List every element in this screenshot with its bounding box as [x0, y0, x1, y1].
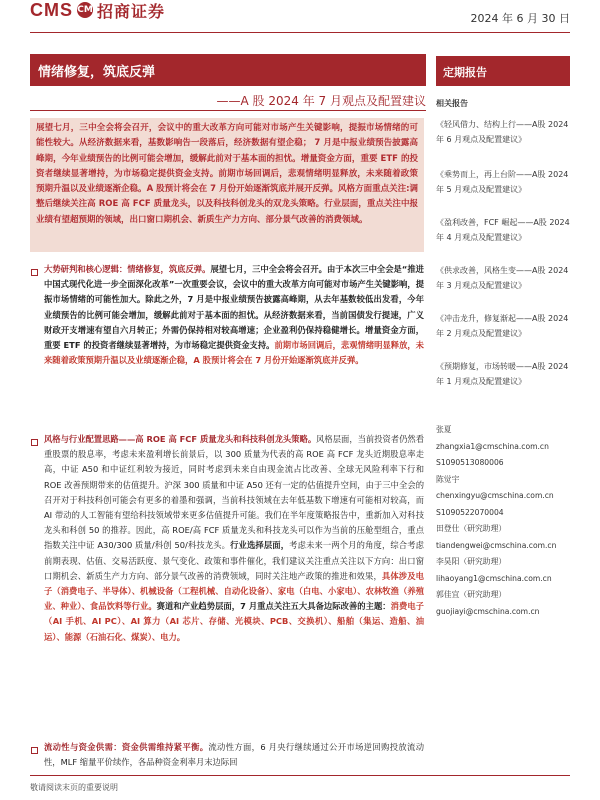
brand-logo: [30, 0, 210, 20]
subtitle-divider: [30, 110, 426, 111]
footer-disclaimer: 敬请阅读末页的重要说明: [30, 783, 118, 792]
analyst-email[interactable]: zhangxia1@cmschina.com.cn: [436, 441, 549, 451]
analyst-name: 陈觉宇: [436, 474, 460, 484]
paragraph-text: 考虑未来一两个月的角度，综合考虑前期表现、估值、交易活跃度、景气变化、政策和事件催化，我们建议关注重点关注以下方向：出口窗口期机会、新质生产力方向、部分景气改善的消费领域，同时关注地产政策的推进和效果，: [44, 540, 424, 581]
logo-cms-text: CMS: [30, 0, 73, 20]
related-report-link[interactable]: 《乘势而上，再上台阶——A股 2024 年 5 月观点及配置建议》: [436, 170, 569, 194]
header-divider: [30, 32, 570, 33]
related-report-link[interactable]: 《盈利改善，FCF 崛起——A股 2024 年 4 月观点及配置建议》: [436, 218, 570, 242]
logo-seal-icon: CM: [77, 2, 93, 18]
related-report-link[interactable]: 《预期修复，市场转暖——A股 2024 年 1 月观点及配置建议》: [436, 362, 569, 386]
paragraph-liquidity: [44, 740, 424, 770]
paragraph-highlight: 消费电子（AI 手机、AI PC）、AI 算力（AI 芯片、存储、光模块、PCB、交换机）、船舶（集运、造船、油运）、能源（石油石化、煤炭）、电力。: [44, 601, 424, 642]
paragraph-text: 展望七月，三中全会将会召开。由于本次三中全会是“推进中国式现代化进一步全面深化改革”一次重要会议，会议中的重大改革方向可能对市场产生关键影响，提振市场情绪的可能性加大。除此之外，7 月是中报业绩预告披露高峰期，从去年基数较低出发看，今年业绩预告的比例可能会增加，缓解此前对于基本面的担忧。从经济数据来看，当前国债发行提速，广义财政开支增速有望自六月转正；外需仍保持相对较高增速；企业盈利仍保持稳健增长。增量资金方面，重要 ETF 的投资者继续显著增持，为市场稳定提供资金支持。: [44, 264, 424, 351]
analyst-name: 郭佳宜（研究助理）: [436, 590, 507, 599]
paragraph-bold: 行业选择层面，: [230, 540, 290, 551]
report-type-bar: [436, 56, 570, 86]
analyst-email[interactable]: guojiayi@cmschina.com.cn: [436, 606, 540, 616]
paragraph-highlight: 具体涉及电子（消费电子、半导体）、机械设备（工程机械、自动化设备）、家电（白电、小家电）、农林牧渔（养殖业、种业）、食品饮料等行业。: [44, 570, 424, 612]
bullet-icon: [30, 438, 38, 446]
analyst-email[interactable]: lihaoyang1@cmschina.com.cn: [436, 573, 552, 583]
analyst-name: 田登仕（研究助理）: [436, 524, 507, 533]
logo-company-name: 招商证券: [97, 1, 166, 21]
report-date: 2024 年 6 月 30 日: [470, 12, 570, 25]
title-bar: [30, 54, 426, 86]
bullet-icon: [30, 268, 38, 276]
report-title: 情绪修复，筑底反弹: [38, 65, 156, 80]
analyst-name: 李昊阳（研究助理）: [436, 557, 507, 566]
analyst-name: 张夏: [436, 425, 452, 434]
analyst-email[interactable]: tiandengwei@cmschina.com.cn: [436, 540, 557, 550]
analyst-email[interactable]: chenxingyu@cmschina.com.cn: [436, 491, 554, 500]
footer-divider: [30, 775, 570, 776]
paragraph-lead: 流动性与资金供需：资金供需维持紧平衡。: [44, 742, 209, 752]
report-type-label: 定期报告: [443, 66, 487, 79]
related-reports-title: 相关报告: [436, 99, 468, 108]
paragraph-lead: 大势研判和核心逻辑：情绪修复，筑底反弹。: [44, 264, 211, 274]
related-report-link[interactable]: 《供求改善，风格生变——A股 2024 年 3 月观点及配置建议》: [436, 266, 569, 290]
summary-box: 展望七月，三中全会将会召开，会议中的重大改革方向可能对市场产生关键影响，提振市场情绪的可能性较大。从经济数据来看，基数影响告一段落后，经济数据有望企稳； 7 月是中报业绩预告披露高峰期，今年业绩预告的比例可能会增加，缓解此前对于基本面的担忧。增量资金方面，重要 ETF 的投资者继续显著增持，为市场稳定提供资金支持。前期市场回调后，悲观情绪明显释放，未来随着政策预期升温以及业绩逐渐企稳。A 股预计将会在 7 月份开始逐渐筑底并展开反弹。风格方面重点关注:调整后继续关注高 ROE 高 FCF 质量龙头，以及科技科创龙头的双龙头策略。行业层面，重点关注中报业绩有望超预期的领域，出口窗口期机会、新质生产力方向、部分景气改善的消费领域。: [30, 118, 424, 252]
bullet-icon: [30, 746, 38, 754]
paragraph-highlight: 前期市场回调后，悲观情绪明显释放，未来随着政策预期升温以及业绩逐渐企稳，A 股预计将会在 7 月份开始逐渐筑底并反弹。: [44, 340, 424, 366]
analyst-license: S1090513080006: [436, 458, 504, 467]
paragraph-style-industry: [44, 432, 424, 734]
analyst-license: S1090522070004: [436, 507, 504, 517]
paragraph-lead: 风格与行业配置思路——高 ROE 高 FCF 质量龙头和科技科创龙头策略。: [44, 434, 317, 444]
related-report-link[interactable]: 《冲击龙升，修复渐起——A股 2024 年 2 月观点及配置建议》: [436, 314, 569, 338]
related-report-link[interactable]: 《轻风借力、结构上行——A股 2024 年 6 月观点及配置建议》: [436, 120, 569, 144]
paragraph-text: 流动性方面，6 月央行继续通过公开市场逆回购投放流动性，MLF 缩量平价续作，各品种资金利率月末边际回: [44, 742, 424, 768]
report-subtitle: ——A 股 2024 年 7 月观点及配置建议: [216, 94, 426, 108]
paragraph-bold: 赛道和产业趋势层面，7 月重点关注五大具备边际改善的主题：: [156, 601, 391, 612]
analyst-list: [436, 422, 570, 620]
paragraph-text: 风格层面，当前投资者仍然看重股票的股息率，考虑未来盈利增长前景后，以 300 质量为代表的高 ROE 高 FCF 龙头近期股息率走高，中证 A50 和中证红利较为接近，同时考虑到未来自由现金流占比改善、全球无风险利率下行和 ROE 改善预期带来的估值提升。沪深 300 质量和中证 A50 还有一定的估值提升空间，由于三中全会的召开对于科技科创可能会有更多的着墨和强调，当前科技领域在去年低基数下增速有可能相对较高，而 AI 带动的人工智能有望给科技领域带来更多估值提升可能。我们在半年度策略报告中，重新加入对科技龙头和科创 50 的推荐。因此，高 ROE/高 FCF 质量龙头和科技龙头可以作为当前的压舱型组合，重点指数关注中证 A30/300 质量/科创 50/科技龙头。: [44, 434, 424, 551]
